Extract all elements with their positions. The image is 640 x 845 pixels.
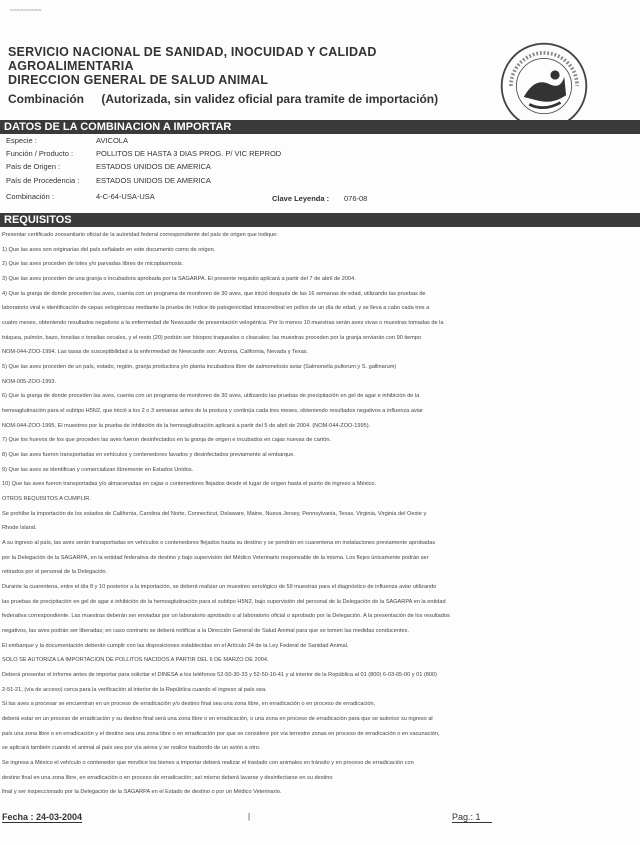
requisito-line: El embarque y la documentación deberán cumplir con las disposiciones establecidas en el Artículo 24 de la Ley Federal de Sanidad Animal. xyxy=(2,642,349,649)
datos-fields xyxy=(0,136,640,216)
requisito-line: NOM-005-ZOO-1993. xyxy=(2,378,57,385)
requisito-line: Si las aves a procesar se encuentran en un proceso de erradicación y/o destino final sea una zona libre, en erradicación o en proceso de erradicación, xyxy=(2,701,376,708)
combinacion-value: 4-C-64-USA-USA xyxy=(96,192,155,201)
requisito-line: 3) Que las aves proceden de una granja o incubadora aprobada por la SAGARPA. El presente requisito aplicará a partir del 7 de abril de 2004. xyxy=(2,276,356,282)
requisito-line: retirados por el personal de la Delegación. xyxy=(2,569,108,576)
requisito-line: 2) Que las aves proceden de lotes y/o parvadas libres de micoplasmosis. xyxy=(2,261,184,268)
requisito-line: 6) Que la granja de donde proceden las aves, cuenta con un programa de monitoreo de 30 aves, utilizando las pruebas de precipitación en gel de agar e inhibición de la xyxy=(2,393,420,400)
procedencia-value: ESTADOS UNIDOS DE AMERICA xyxy=(96,176,211,185)
requisito-line: laboratorio viral e identificación de cepas velogénicas mediante la prueba de índice de patogenicidad intracerebral en pollos de un día de edad, y se lleva a cabo cada tres a xyxy=(2,305,430,312)
requisito-line: 7) Que los huevos de los que proceden las aves fueron desinfectados en la granja de origen e incubados en cajas nuevas de cartón. xyxy=(2,437,332,444)
requisito-line: por la Delegación de la SAGARPA, en la entidad federativa de destino y bajo supervisión del Médico Veterinario responsable de la misma. Los flejes únicamente podrán ser xyxy=(2,554,429,561)
datos-section-bar xyxy=(0,120,640,134)
requisito-line: 9) Que las aves se identifican y comercializan libremente en Estados Unidos. xyxy=(2,466,194,473)
requisito-line: país una zona libre o en erradicación y el destino sea una zona libre o en erradicación por que se considere por vía terrestre zonas en proceso de erradicación o en vacunación, xyxy=(2,730,440,737)
especie-value: AVICOLA xyxy=(96,136,128,145)
footer-date: Fecha : 24-03-2004 xyxy=(2,812,83,822)
requisito-line: Se prohíbe la importación de los estados de California, Carolina del Norte, Connecticut, Delaware, Maine, Nueva Jersey, Pennsylvania, Texas, Virginia, Virginia del Oeste y xyxy=(2,510,427,517)
requisito-line: A su ingreso al país, las aves serán transportadas en vehículos o contenedores flejados hasta su destino y se pondrán en cuarentena en instalaciones previamente aprobadas xyxy=(2,540,436,546)
requisitos-section-bar xyxy=(0,213,640,227)
requisito-line: 1) Que las aves son originarias del país señalado en este documento como de origen. xyxy=(2,246,216,253)
especie-label: Especie : xyxy=(6,136,37,145)
requisito-line: tráquea, pulmón, bazo, tonsilas o tonsilas cecales, y el resto (20) podrán ser hisopos traqueales o cloacales; las muestras proceden por la granja enviarán con 90 tiempo xyxy=(2,334,422,341)
requisito-line: 10) Que las aves fueron transportadas y/o almacenadas en cajas o contenedores flejados desde el lugar de origen hasta el punto de ingreso a México. xyxy=(2,481,377,488)
origen-label: País de Origen : xyxy=(6,162,61,171)
funcion-label: Función / Producto : xyxy=(6,149,74,158)
page-label: Pag.: xyxy=(452,812,474,822)
requisitos-section-title: REQUISITOS xyxy=(4,214,72,226)
footer-mark: | xyxy=(248,812,251,821)
agency-line-1: SERVICIO NACIONAL DE SANIDAD, INOCUIDAD Y CALIDAD AGROALIMENTARIA xyxy=(8,45,377,73)
requisito-line: 4) Que la granja de donde proceden las aves, cuenta con un programa de monitoreo de 30 aves, que inició después de las 16 semanas de edad, utilizando las pruebas de xyxy=(2,290,426,297)
page-number: 1 xyxy=(475,812,481,822)
agency-title xyxy=(8,45,488,87)
agency-seal-icon xyxy=(498,40,590,132)
requisito-line: se aplicará también cuando el animal al país sea por vía aérea y se realice trasbordo de un avión a otro. xyxy=(2,745,261,752)
requisito-line: Deberá presentar el informe antes de importar para solicitar el DINESA a los teléfonos 52-50-30-33 y 52-50-16-41 y al interior de la República al 01 (800) 6-03-65-00 y 01 (800) xyxy=(2,672,437,678)
clave-value: 076-08 xyxy=(344,194,368,203)
footer-page xyxy=(452,812,492,823)
combination-heading xyxy=(8,92,438,106)
requisito-line: NOM-044-ZOO-1995. El muestreo por la prueba de inhibición de la hemoaglutinación aplicará a partir del 5 de abril de 2004. (NOM-044-ZOO-1995). xyxy=(2,422,371,429)
requisito-line: deberá estar en un proceso de erradicación y su destino final será una zona libre o en erradicación, o una zona en proceso de erradicación para que se autorice su ingreso al xyxy=(2,716,433,722)
requisito-line: negativos, las aves podrán ser liberadas; en caso contrario se deberá notificar a la Dirección General de Salud Animal para que se tomen las medidas conducentes. xyxy=(2,628,410,634)
requisito-line: hemoaglutinación para el subtipo H5N2, que inició a los 2 o 3 semanas antes de la postura y continúa cada tres meses, obteniendo resultados negativos a influenza aviar xyxy=(2,408,424,414)
clave-label: Clave Leyenda : xyxy=(272,194,330,203)
requisito-line: SOLO SE AUTORIZA LA IMPORTACIÓN DE POLLITOS NACIDOS A PARTIR DEL 6 DE MARZO DE 2004. xyxy=(2,657,269,664)
funcion-value: POLLITOS DE HASTA 3 DIAS PROG. P/ VIC REPROD xyxy=(96,149,282,158)
tiny-header-text: ~~~~~~~~~ xyxy=(10,8,42,14)
requisito-line: destino final en una zona libre, en erradicación o en proceso de erradicación; así mismo deberá lavarse y desinfectarse en su destino xyxy=(2,774,333,781)
procedencia-label: País de Procedencia : xyxy=(6,176,80,185)
requisito-line: Se ingresa a México el vehículo o contenedor que movilice los bienes a importar deberá realizar el traslado con animales en tránsito y en proceso de erradicación con xyxy=(2,760,414,766)
datos-section-title: DATOS DE LA COMBINACION A IMPORTAR xyxy=(4,121,232,133)
combination-note: (Autorizada, sin validez oficial para tramite de importación) xyxy=(101,92,439,106)
requisito-line: 8) Que las aves fueron transportadas en vehículos y contenedores lavados y desinfectados previamente al embarque. xyxy=(2,452,295,458)
requisito-line: 2-51-21, (vía de acceso) cerca para la verificación al interior de la República cuando el ingreso al país sea. xyxy=(2,686,267,693)
requisito-line: cuatro meses, obteniendo resultados negativos a la enfermedad de Newcastle de presentación velogénica. Por lo menos 10 muestras serán aves vivas o muestras tomadas de la xyxy=(2,320,444,326)
requisito-line: 5) Que las aves proceden de un país, estado, región, granja productora y/o planta incubadora libre de salmonelosis aviar (Salmonella pullorum y S. gallinarum) xyxy=(2,364,397,370)
combinacion-label: Combinación : xyxy=(6,192,54,201)
origen-value: ESTADOS UNIDOS DE AMERICA xyxy=(96,162,211,171)
agency-line-2: DIRECCION GENERAL DE SALUD ANIMAL xyxy=(8,73,269,87)
requisito-line: las pruebas de precipitación en gel de agar e inhibición de la hemoaglutinación para el subtipo H5N2, bajo supervisión del personal de la Delegación de la SAGARPA en la entidad xyxy=(2,598,446,605)
requisito-line: federativa correspondiente. Las muestras deberán ser enviadas por un laboratorio aprobado o al laboratorio oficial o aprobado por la Delegación. A la presentación de los resultados xyxy=(2,613,450,620)
requisito-line: NOM-044-ZOO-1994. Las tasas de susceptibilidad a la enfermedad de Newcastle son: Arizona, California, Nevada y Texas. xyxy=(2,349,309,356)
requisito-line: OTROS REQUISITOS A CUMPLIR. xyxy=(2,496,91,502)
combination-label: Combinación xyxy=(8,92,85,106)
requisito-line: final y ser inspeccionado por la Delegación de la SAGARPA en el Estado de destino o por un Médico Veterinario. xyxy=(2,789,282,796)
requisito-line: Presentar certificado zoosanitario oficial de la autoridad federal correspondiente del país de origen que indique: xyxy=(2,232,278,238)
requisito-line: Durante la cuarentena, entre el día 8 y 10 posterior a la importación, se deberá realizar un muestreo serológico de 59 muestras para el diagnóstico de influenza aviar utilizando xyxy=(2,584,437,590)
requisito-line: Rhode Island. xyxy=(2,525,37,532)
